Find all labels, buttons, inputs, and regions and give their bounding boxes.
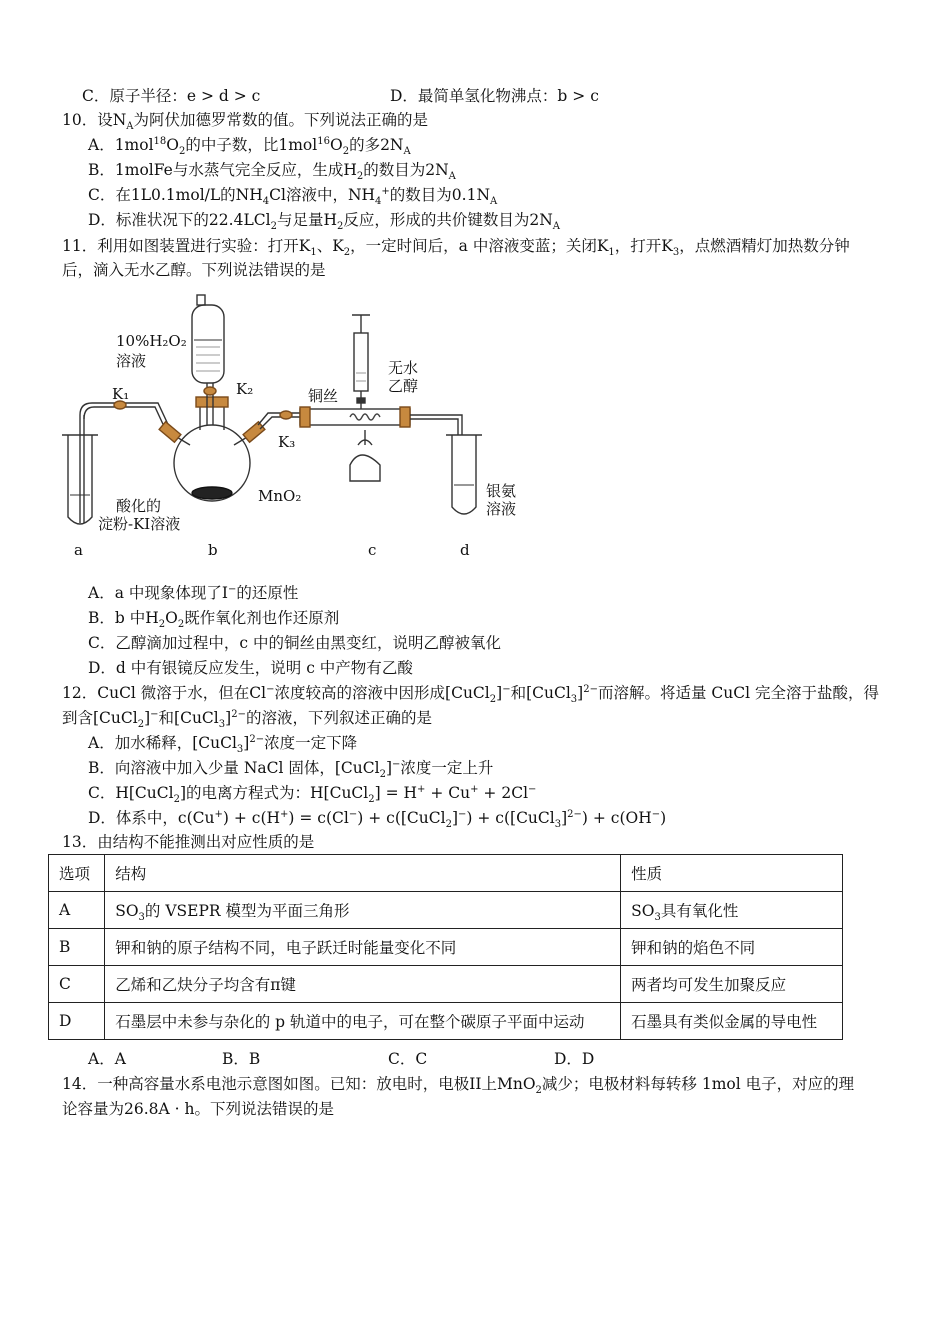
row-property: $SO_3$具有氧化性 xyxy=(621,892,843,929)
row-structure: $SO_3$的 VSEPR 模型为平面三角形 xyxy=(105,892,621,929)
row-structure: 乙烯和乙炔分子均含有π键 xyxy=(105,966,621,1003)
row-property: 石墨具有类似金属的导电性 xyxy=(621,1003,843,1040)
row-structure: 钾和钠的原子结构不同，电子跃迁时能量变化不同 xyxy=(105,929,621,966)
row-option: B xyxy=(49,929,105,966)
q12-stem-line2: 到含[CuCl$_2$]−和[CuCl$_3$]$^{2-}$的溶液，下列叙述正确的是 xyxy=(62,708,432,731)
k3-label: K₃ xyxy=(278,433,296,451)
q11-option-b: B．b 中$H_2O_2$既作氧化剂也作还原剂 xyxy=(88,609,340,631)
ki-label-2: 淀粉-KI溶液 xyxy=(98,515,181,533)
table-row xyxy=(49,1003,843,1040)
figure-label-d: d xyxy=(460,541,470,559)
q14-stem-line1: 14．一种高容量水系电池示意图如图。已知：放电时，电极II上MnO$_2$减少；电极材料每转移 1mol 电子，对应的理 xyxy=(62,1075,855,1097)
q13-answer-c: C．C xyxy=(388,1050,428,1068)
table-row xyxy=(49,966,843,1003)
table-row xyxy=(49,929,843,966)
q11-option-d: D．d 中有银镜反应发生，说明 c 中产物有乙酸 xyxy=(88,659,413,677)
q13-answer-a: A．A xyxy=(88,1050,126,1068)
h2o2-label-2: 溶液 xyxy=(116,352,147,370)
row-structure: 石墨层中未参与杂化的 p 轨道中的电子，可在整个碳原子平面中运动 xyxy=(105,1003,621,1040)
h2o2-label-1: 10%H₂O₂ xyxy=(116,332,187,350)
figure-label-b: b xyxy=(208,541,218,559)
q14-stem-line2: 论容量为26.8A · h。下列说法错误的是 xyxy=(62,1100,334,1118)
row-property: 两者均可发生加聚反应 xyxy=(621,966,843,1003)
row-property: 钾和钠的焰色不同 xyxy=(621,929,843,966)
q11-stem-line2: 后，滴入无水乙醇。下列说法错误的是 xyxy=(62,261,326,279)
cu-wire-label: 铜丝 xyxy=(308,387,339,405)
ki-label-1: 酸化的 xyxy=(116,497,162,515)
header-option: 选项 xyxy=(49,855,105,892)
q10-option-d: D．标准状况下的22.4LCl$_2$与足量$H_2$反应，形成的共价键数目为$2N_A$ xyxy=(88,211,561,233)
apparatus-figure xyxy=(0,285,950,575)
table-row xyxy=(49,892,843,929)
q12-option-d: D．体系中，c(Cu+) + c(H+) = c(Cl−) + c([CuCl$_2$]−) + c([CuCl$_3$]$^{2-}$) + c(OH−) xyxy=(88,808,667,831)
q13-table xyxy=(48,854,843,1040)
figure-label-a: a xyxy=(74,541,83,559)
q12-stem-line1: 12．CuCl 微溶于水，但在Cl−浓度较高的溶液中因形成[CuCl$_2$]−和[CuCl$_3$]$^{2-}$而溶解。将适量 CuCl 完全溶于盐酸，得 xyxy=(62,683,879,706)
q12-option-b: B．向溶液中加入少量 NaCl 固体，[CuCl$_2$]−浓度一定上升 xyxy=(88,758,494,781)
k1-label: K₁ xyxy=(112,385,130,403)
header-property: 性质 xyxy=(621,855,843,892)
q12-option-a: A．加水稀释，[CuCl$_3$]$^{2-}$浓度一定下降 xyxy=(88,733,358,756)
q9-option-d: D．最简单氢化物沸点：b > c xyxy=(390,87,599,105)
header-structure: 结构 xyxy=(105,855,621,892)
q13-stem: 13．由结构不能推测出对应性质的是 xyxy=(62,833,315,851)
k2-label: K₂ xyxy=(236,380,254,398)
q10-stem: 10．设$N_A$为阿伏加德罗常数的值。下列说法正确的是 xyxy=(62,111,429,133)
q10-option-a: A．$1mol^{18}O_2$的中子数，比$1mol^{16}O_2$的多$2N_A$ xyxy=(88,135,411,158)
q12-option-c: C．H[CuCl$_2$]的电离方程式为：H[CuCl$_2$] = H+ + Cu+ + 2Cl− xyxy=(88,783,537,806)
ethanol-label-1: 无水 xyxy=(388,359,419,377)
figure-label-c: c xyxy=(368,541,377,559)
q10-option-b: B．1molFe与水蒸气完全反应，生成$H_2$的数目为$2N_A$ xyxy=(88,161,456,183)
ag-label-1: 银氨 xyxy=(486,482,517,500)
mno2-label: MnO₂ xyxy=(258,487,302,505)
row-option: A xyxy=(49,892,105,929)
table-header-row xyxy=(49,855,843,892)
q11-option-c: C．乙醇滴加过程中，c 中的铜丝由黑变红，说明乙醇被氧化 xyxy=(88,634,501,652)
ag-label-2: 溶液 xyxy=(486,500,517,518)
q13-answer-d: D．D xyxy=(554,1050,595,1068)
q13-answer-b: B．B xyxy=(222,1050,261,1068)
q9-option-c: C．原子半径：e > d > c xyxy=(82,87,261,105)
row-option: D xyxy=(49,1003,105,1040)
q10-option-c: C．在1L0.1mol/L的$NH_4Cl$溶液中，$NH_4^+$的数目为$0.1N_A$ xyxy=(88,185,498,208)
ethanol-label-2: 乙醇 xyxy=(388,377,419,395)
q11-option-a: A．a 中现象体现了I−的还原性 xyxy=(88,583,299,602)
row-option: C xyxy=(49,966,105,1003)
q11-stem-line1: 11．利用如图装置进行实验：打开$K_1$、$K_2$，一定时间后，a 中溶液变蓝；关闭$K_1$，打开$K_3$，点燃酒精灯加热数分钟 xyxy=(62,237,850,259)
